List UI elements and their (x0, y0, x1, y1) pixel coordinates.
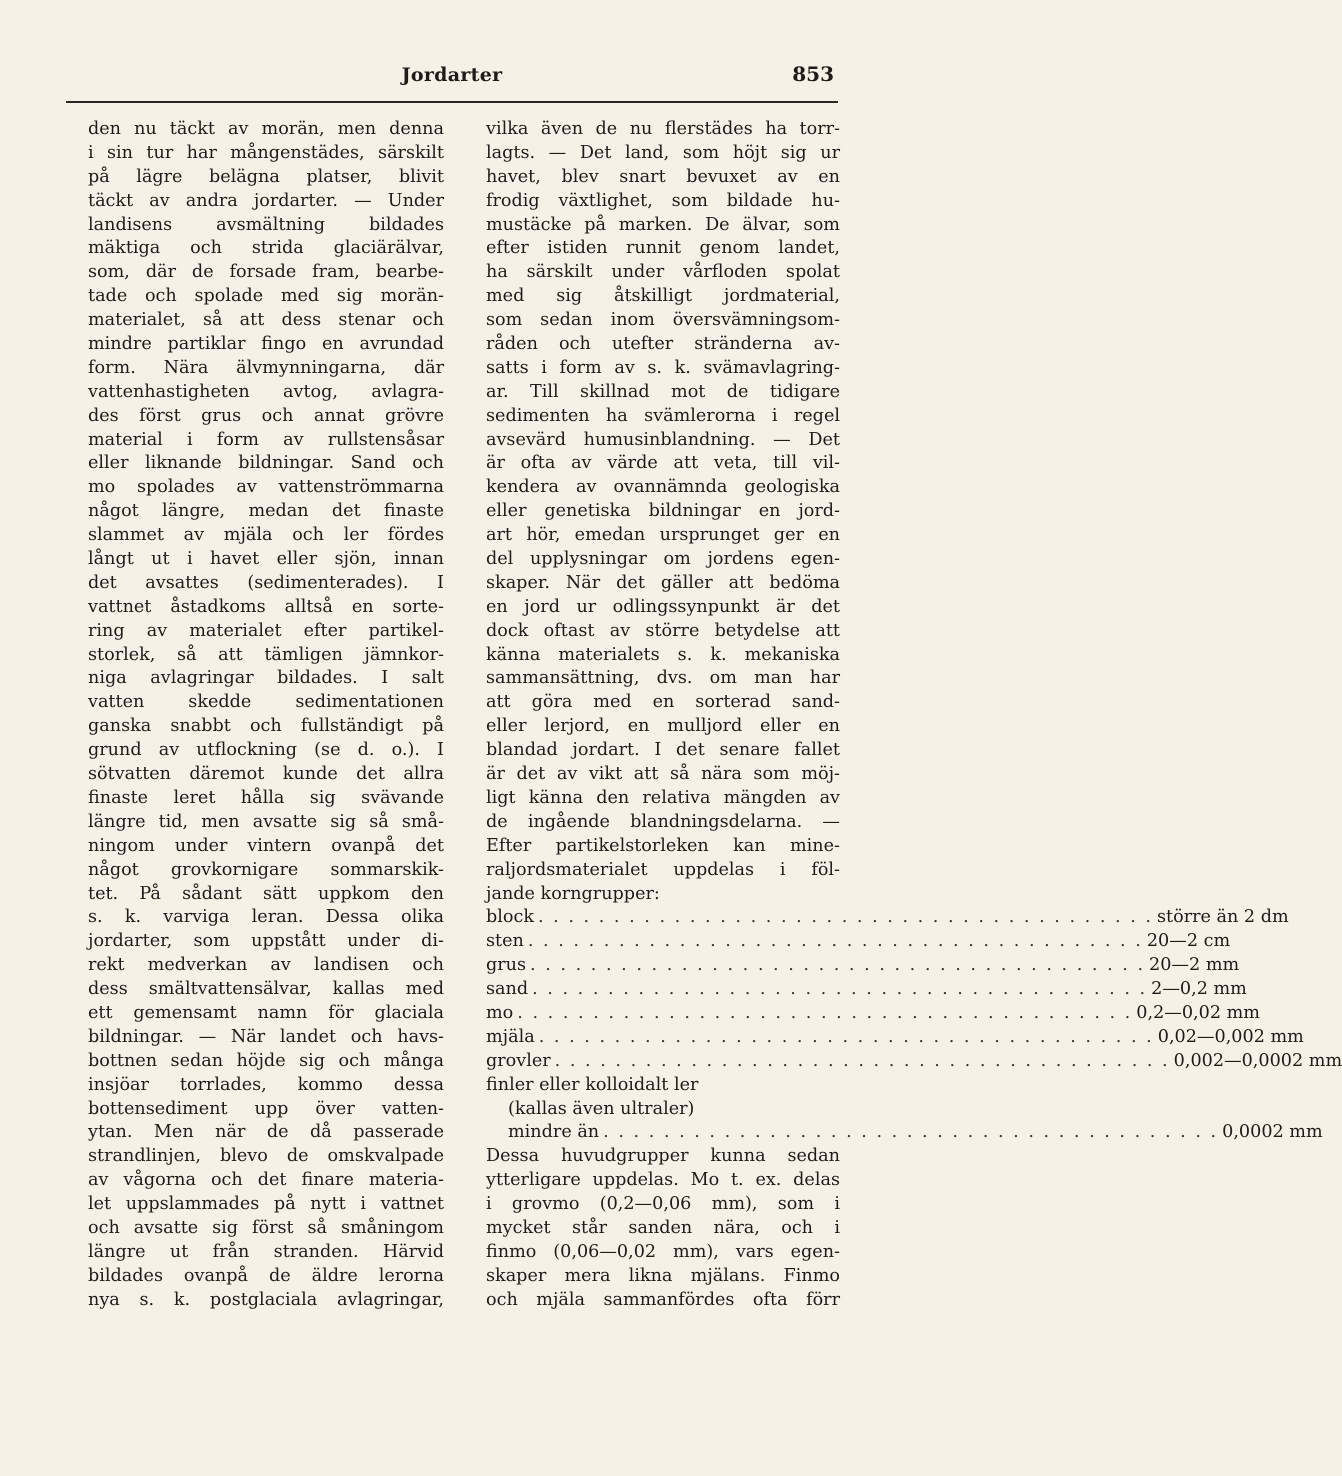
text-line: ningom under vintern ovanpå det (88, 835, 444, 856)
dot-leader: . . . . . . . . . . . . . . . . . . . . . . . . . . . . . . . . . . . . . . . . . (517, 1002, 1133, 1023)
grain-group-note: (kallas även ultraler) (508, 1098, 695, 1119)
dot-leader: . . . . . . . . . . . . . . . . . . . . . . . . . . . . . . . . . . . . . . . . . (538, 907, 1153, 928)
text-line: blandad jordart. I det senare fallet (486, 740, 840, 761)
text-line: ligt känna den relativa mängden av (486, 787, 840, 808)
text-line: kendera av ovannämnda geologiska (486, 477, 840, 498)
grain-group-name: mo (486, 1002, 514, 1023)
text-line: sedimenten ha svämlerorna i regel (486, 405, 840, 426)
text-line: vattenhastigheten avtog, avlagra- (88, 381, 444, 402)
text-line: dess smältvattensälvar, kallas med (88, 979, 444, 1000)
dot-leader: . . . . . . . . . . . . . . . . . . . . . . . . . . . . . . . . . . . . . . . . . (527, 931, 1143, 952)
text-line: rekt medverkan av landisen och (88, 955, 444, 976)
text-line: att göra med en sorterad sand- (486, 692, 840, 713)
text-line: bottensediment upp över vatten- (88, 1098, 444, 1119)
text-line: avsevärd humusinblandning. — Det (486, 429, 840, 450)
grain-group-row (486, 1002, 1260, 1026)
text-line: skaper mera likna mjälans. Finmo (486, 1265, 840, 1286)
text-line: dock oftast av större betydelse att (486, 620, 840, 641)
text-line: täckt av andra jordarter. — Under (88, 190, 444, 211)
grain-group-size: 0,0002 mm (1222, 1122, 1323, 1143)
text-line: är ofta av värde att veta, till vil- (486, 453, 840, 474)
text-line: efter istiden runnit genom landet, (486, 238, 840, 259)
grain-group-row (486, 906, 1289, 930)
grain-group-name: grovler (486, 1050, 551, 1071)
text-line: finmo (0,06—0,02 mm), vars egen- (486, 1241, 840, 1262)
text-line: mustäcke på marken. De älvar, som (486, 214, 840, 235)
text-line: niga avlagringar bildades. I salt (88, 668, 444, 689)
text-line: sammansättning, dvs. om man har (486, 668, 840, 689)
text-line: ytterligare uppdelas. Mo t. ex. delas (486, 1170, 840, 1191)
text-line: insjöar torrlades, kommo dessa (88, 1074, 444, 1095)
text-line: och avsatte sig först så småningom (88, 1217, 444, 1238)
grain-group-row (486, 978, 1247, 1002)
text-line: råden och utefter stränderna av- (486, 334, 840, 355)
text-line: som sedan inom översvämningsom- (486, 310, 840, 331)
dot-leader: . . . . . . . . . . . . . . . . . . . . . . . . . . . . . . . . . . . . . . . . . (603, 1122, 1219, 1143)
text-line: av vågorna och det finare materia- (88, 1170, 444, 1191)
text-line: lagts. — Det land, som höjt sig ur (486, 142, 840, 163)
right-column-text-bottom (486, 1145, 840, 1312)
text-line: art hör, emedan ursprunget ger en (486, 525, 840, 546)
grain-group-size: 0,02—0,002 mm (1157, 1026, 1304, 1047)
text-line: form. Nära älvmynningarna, där (88, 357, 444, 378)
text-line: de ingående blandningsdelarna. — (486, 811, 840, 832)
grain-group-size: 0,2—0,02 mm (1136, 1002, 1260, 1023)
right-column-text-top (486, 118, 840, 906)
text-line: ring av materialet efter partikel- (88, 620, 444, 641)
dot-leader: . . . . . . . . . . . . . . . . . . . . . . . . . . . . . . . . . . . . . . . . . (538, 1026, 1154, 1047)
grain-group-row (486, 1026, 1304, 1050)
text-line: mo spolades av vattenströmmarna (88, 477, 444, 498)
text-line: mycket står sanden nära, och i (486, 1217, 840, 1238)
text-line: jande korngrupper: (486, 883, 660, 904)
text-line: del upplysningar om jordens egen- (486, 549, 840, 570)
text-line: som, där de forsade fram, bearbe- (88, 262, 444, 283)
text-line: långt ut i havet eller sjön, innan (88, 549, 444, 570)
text-line: något grovkornigare sommarskik- (88, 859, 444, 880)
text-line: Efter partikelstorleken kan mine- (486, 835, 840, 856)
text-line: frodig växtlighet, som bildade hu- (486, 190, 840, 211)
text-line: raljordsmaterialet uppdelas i föl- (486, 859, 840, 880)
text-line: slammet av mjäla och ler fördes (88, 525, 444, 546)
text-line: des först grus och annat grövre (88, 405, 444, 426)
grain-group-size: större än 2 dm (1157, 907, 1289, 928)
text-line: bildades ovanpå de äldre lerorna (88, 1265, 444, 1286)
grain-group-size: 20—2 cm (1146, 931, 1231, 952)
grain-group-name: grus (486, 955, 527, 976)
text-line: vatten skedde sedimentationen (88, 692, 444, 713)
text-line: och mjäla sammanfördes ofta förr (486, 1289, 840, 1310)
page-number: 853 (792, 62, 834, 86)
text-line: tet. På sådant sätt uppkom den (88, 883, 444, 904)
text-line: grund av utflockning (se d. o.). I (88, 740, 444, 761)
dot-leader: . . . . . . . . . . . . . . . . . . . . . . . . . . . . . . . . . . . . . . . . . (530, 955, 1146, 976)
text-line: ha särskilt under vårfloden spolat (486, 262, 840, 283)
text-line: vattnet åstadkoms alltså en sorte- (88, 596, 444, 617)
text-line: i sin tur har mångenstädes, särskilt (88, 142, 444, 163)
grain-group-name: block (486, 907, 534, 928)
text-line: bottnen sedan höjde sig och många (88, 1050, 444, 1071)
grain-group-row (486, 1050, 1342, 1074)
text-line: finaste leret hålla sig svävande (88, 787, 444, 808)
left-column (88, 118, 444, 1313)
grain-group-row (486, 954, 1240, 978)
grain-group-name: sand (486, 979, 529, 1000)
text-line: är det av vikt att så nära som möj- (486, 764, 840, 785)
grain-group-name: mindre än (508, 1122, 600, 1143)
text-line: storlek, så att tämligen jämnkor- (88, 644, 444, 665)
grain-group-size: 0,002—0,0002 mm (1173, 1050, 1342, 1071)
text-line: materialet, så att dess stenar och (88, 310, 444, 331)
text-line: eller lerjord, en mulljord eller en (486, 716, 840, 737)
grain-group-size: 20—2 mm (1149, 955, 1240, 976)
grain-group-row (486, 1121, 1323, 1145)
text-line: känna materialets s. k. mekaniska (486, 644, 840, 665)
text-line: med sig åtskilligt jordmaterial, (486, 286, 840, 307)
text-line: tade och spolade med sig morän- (88, 286, 444, 307)
text-line: mäktiga och strida glaciärälvar, (88, 238, 444, 259)
text-line: havet, blev snart bevuxet av en (486, 166, 840, 187)
text-line: material i form av rullstensåsar (88, 429, 444, 450)
text-line: längre tid, men avsatte sig så små- (88, 811, 444, 832)
text-line: landisens avsmältning bildades (88, 214, 444, 235)
dot-leader: . . . . . . . . . . . . . . . . . . . . . . . . . . . . . . . . . . . . . . . . . (554, 1050, 1170, 1071)
running-header (66, 62, 838, 92)
grain-group-name: sten (486, 931, 524, 952)
text-line: s. k. varviga leran. Dessa olika (88, 907, 444, 928)
text-line: let uppslammades på nytt i vattnet (88, 1194, 444, 1215)
text-line: jordarter, som uppstått under di- (88, 931, 444, 952)
text-line: en jord ur odlingssynpunkt är det (486, 596, 840, 617)
grain-group-size: 2—0,2 mm (1151, 979, 1247, 1000)
header-rule (66, 101, 838, 103)
text-line: satts i form av s. k. svämavlagring- (486, 357, 840, 378)
text-line: sötvatten däremot kunde det allra (88, 764, 444, 785)
text-line: något längre, medan det finaste (88, 501, 444, 522)
text-line: strandlinjen, blevo de omskvalpade (88, 1146, 444, 1167)
text-line: ytan. Men när de då passerade (88, 1122, 444, 1143)
text-line: i grovmo (0,2—0,06 mm), som i (486, 1194, 840, 1215)
text-line: eller genetiska bildningar en jord- (486, 501, 840, 522)
grain-group-note: finler eller kolloidalt ler (486, 1074, 699, 1095)
right-column (486, 118, 1342, 1313)
grain-size-table (486, 906, 1342, 1145)
grain-group-row (486, 930, 1231, 954)
text-line: ett gemensamt namn för glaciala (88, 1002, 444, 1023)
text-line: ganska snabbt och fullständigt på (88, 716, 444, 737)
text-line: vilka även de nu flerstädes ha torr- (486, 119, 840, 139)
text-line: mindre partiklar fingo en avrundad (88, 334, 444, 355)
text-line: den nu täckt av morän, men denna (88, 119, 444, 139)
dot-leader: . . . . . . . . . . . . . . . . . . . . . . . . . . . . . . . . . . . . . . . . . (532, 979, 1148, 1000)
text-line: eller liknande bildningar. Sand och (88, 453, 444, 474)
grain-group-name: mjäla (486, 1026, 535, 1047)
text-line: det avsattes (sedimenterades). I (88, 572, 444, 593)
text-line: längre ut från stranden. Härvid (88, 1241, 444, 1262)
text-line: på lägre belägna platser, blivit (88, 166, 444, 187)
text-line: ar. Till skillnad mot de tidigare (486, 381, 840, 402)
running-title: Jordarter (401, 64, 503, 86)
text-line: nya s. k. postglaciala avlagringar, (88, 1289, 444, 1310)
text-line: bildningar. — När landet och havs- (88, 1026, 444, 1047)
text-line: Dessa huvudgrupper kunna sedan (486, 1146, 840, 1167)
text-line: skaper. När det gäller att bedöma (486, 572, 840, 593)
